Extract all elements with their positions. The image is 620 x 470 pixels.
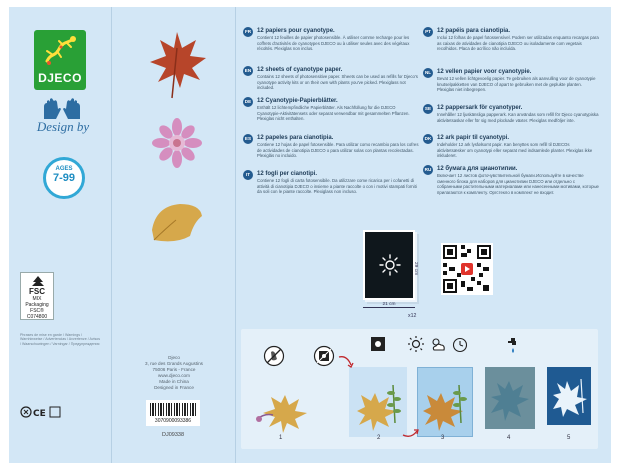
leaves-icon bbox=[255, 389, 311, 433]
language-code: ES bbox=[243, 134, 253, 144]
step-number: 3 bbox=[441, 435, 445, 441]
language-title: 12 ark papir til cyanotypi. bbox=[437, 135, 510, 141]
language-title: 12 papéis para cianotipia. bbox=[437, 28, 511, 34]
product-reference: DJ09338 bbox=[161, 432, 185, 438]
ginkgo-leaf-icon bbox=[146, 200, 206, 250]
paper-sheet-illustration bbox=[363, 230, 415, 300]
pressed-leaves-icon bbox=[423, 383, 469, 431]
water-tap-icon bbox=[506, 337, 522, 355]
maple-leaf-icon bbox=[142, 28, 212, 100]
designed-in: Designed in France bbox=[154, 385, 194, 390]
language-body: Contiene 12 hojas de papel fotosensible. Para utilizar como recambio para los cofres de actividades de cianotipia DJECO o para utilizar solas con plantas recolectadas. Plexiglás no incluido. bbox=[257, 142, 419, 159]
made-in: Made in China bbox=[159, 379, 189, 384]
age-badge-label: AGES bbox=[55, 166, 73, 172]
language-code: NL bbox=[423, 68, 433, 78]
warning-text: Phrases de mise en garde / Warnings / Warnhinweise / Advertencias / Avvertenze / Avisos / Waarschuwingen / Varningar / Предупреждения bbox=[20, 333, 101, 346]
panel-divider bbox=[235, 7, 236, 463]
language-title: 12 pappersark för cyanotyper. bbox=[437, 105, 523, 111]
step-number: 1 bbox=[279, 435, 283, 441]
hands-icon bbox=[40, 97, 84, 121]
language-code: EN bbox=[243, 66, 253, 76]
language-body: Contient 12 feuilles de papier photosensible. À utiliser comme recharge pour les coffrets d'activités de cyanotypes DJECO ou à utiliser seules avec des végétaux récoltés. Plexiglas non inclus. bbox=[257, 35, 410, 52]
timer-icon bbox=[451, 335, 469, 353]
fsc-label bbox=[20, 272, 54, 320]
language-block bbox=[423, 104, 599, 123]
ce-recycling-icon bbox=[20, 405, 62, 419]
language-block bbox=[243, 97, 419, 122]
barcode bbox=[146, 400, 200, 426]
panel-divider bbox=[111, 7, 112, 463]
company-address bbox=[115, 355, 233, 391]
step-number: 2 bbox=[377, 435, 381, 441]
language-block bbox=[243, 170, 419, 195]
language-body: Bevat 12 vellen lichtgevoelig papier. Te gebruiken als aanvulling voor de cyanotypie knutselpakketten van DJECO of apart te gebruiken met de geplukte planten. Plexiglas niet inbegrepen. bbox=[437, 76, 596, 93]
flower-icon bbox=[152, 118, 202, 168]
language-block bbox=[423, 27, 599, 52]
sun-paper-icon bbox=[369, 335, 387, 353]
gecko-icon bbox=[41, 35, 79, 69]
fsc-line: Packaging bbox=[25, 302, 49, 308]
sun-icon bbox=[407, 335, 425, 353]
language-block bbox=[243, 27, 419, 52]
language-body: Indeholder 12 ark lysfølsomt papir. Kan benyttes som refill til DJECOs aktivitetsæsker om cyanotypi eller separat med indsamlede planter. Plexiglas ikke inkluderet. bbox=[437, 142, 593, 159]
company-city: 75006 Paris - France bbox=[152, 367, 196, 372]
design-by-label: Design by bbox=[36, 119, 90, 134]
qr-code[interactable] bbox=[441, 243, 493, 295]
language-body: Включает 12 листов фоточувствительной бумаги.Используйте в качестве сменного блока для наборов для цианотипии DJECO или отдельно с собранными растительными материалами или нанесенными мотивами, которые прилагаются к комплекту. Оргстекло в комплект не входит. bbox=[437, 173, 599, 195]
language-title: 12 papiers pour cyanotype. bbox=[257, 28, 335, 34]
brand-name: DJECO bbox=[38, 71, 82, 85]
svg-text:CE: CE bbox=[33, 409, 46, 419]
step-number: 5 bbox=[567, 435, 571, 441]
tree-icon bbox=[30, 275, 46, 287]
language-body: Contiene 12 fogli di carta fotosensibile. Da utilizzare come ricarica per i cofanetti di attività di cianotipia DJECO o insieme a piante raccolte o con i motivi stampati forniti da soli con le piante raccolte. Plexiglass non incluso. bbox=[257, 178, 417, 195]
language-title: 12 papeles para cianotipia. bbox=[257, 135, 334, 141]
language-code: FR bbox=[243, 27, 253, 37]
fsc-line: FSC® C074800 bbox=[26, 308, 48, 320]
white-leaf-print-icon bbox=[553, 377, 587, 417]
language-block bbox=[423, 68, 599, 93]
age-badge-range: 7-99 bbox=[52, 172, 76, 184]
language-code: SE bbox=[423, 104, 433, 114]
fsc-line: MIX bbox=[32, 296, 42, 302]
cloud-sun-icon bbox=[429, 335, 447, 353]
company-website: www.djeco.com bbox=[158, 373, 190, 378]
qr-code-icon bbox=[441, 243, 493, 295]
language-body: Innehåller 12 ljuskänsliga papperark. Kan användas som refill för Djeco cyanotypiska aktivitetsaskar eller för sig med plockade växter. Plexiglas medföljer inte. bbox=[437, 112, 599, 123]
dimension-line bbox=[363, 307, 415, 308]
djeco-logo bbox=[34, 30, 86, 90]
step-number: 4 bbox=[507, 435, 511, 441]
language-title: 12 vellen papier voor cyanotypie. bbox=[437, 69, 532, 75]
language-code: IT bbox=[243, 170, 253, 180]
language-body: Inclui 12 folhas de papel fotossensível. Podem ser utilizadas enquanto recargas para as caixas de atividades de cianotipia DJECO ou isoladamente com vegetais recolhidos. Placa de acrílico não incluída. bbox=[437, 35, 599, 52]
barcode-bars bbox=[150, 403, 196, 416]
no-sun-exposure-icon bbox=[313, 345, 335, 367]
language-body: Enthält 12 lichtempfindliche Papierblätter. Als Nachfüllung für die DJECO Cyanotypie-Aktivitätensets oder separat verwendbar mit gesammelten Pflanzen. Plexiglas nicht enthalten. bbox=[257, 105, 410, 122]
company-name: Djeco bbox=[168, 355, 180, 360]
language-body: Contains 12 sheets of photosensitive paper. Sheets can be used as refills for Djeco's cyanotype activity kits or on their own with plants you've picked. Plexiglass not included. bbox=[257, 74, 418, 91]
language-block bbox=[243, 134, 419, 159]
arrow-icon bbox=[337, 353, 357, 371]
language-code: DE bbox=[243, 97, 253, 107]
sheet-quantity: x12 bbox=[408, 313, 417, 319]
company-street: 3, rue des Grands Augustins bbox=[145, 361, 203, 366]
language-code: RU bbox=[423, 165, 433, 175]
language-code: DK bbox=[423, 134, 433, 144]
fsc-name: FSC bbox=[29, 287, 45, 296]
language-block bbox=[423, 165, 599, 195]
language-title: 12 бумага для цианотипии. bbox=[437, 166, 518, 172]
sun-icon bbox=[379, 254, 401, 276]
language-code: PT bbox=[423, 27, 433, 37]
arrow-icon bbox=[401, 425, 421, 441]
leaves-on-paper-icon bbox=[357, 383, 403, 431]
language-title: 12 fogli per cianotipi. bbox=[257, 171, 318, 177]
leaf-print-icon bbox=[491, 377, 529, 421]
language-block bbox=[423, 134, 599, 159]
age-badge bbox=[43, 157, 85, 199]
dimension-height: 29 cm bbox=[413, 262, 418, 276]
dimension-width: 21 cm bbox=[382, 302, 396, 307]
no-touch-icon bbox=[263, 345, 285, 367]
language-title: 12 sheets of cyanotype paper. bbox=[257, 67, 343, 73]
language-title: 12 Cyanotypie-Papierblätter. bbox=[257, 98, 338, 104]
language-block bbox=[243, 66, 419, 91]
barcode-number: 3070900093386 bbox=[154, 418, 192, 424]
instructions-panel bbox=[241, 329, 598, 449]
